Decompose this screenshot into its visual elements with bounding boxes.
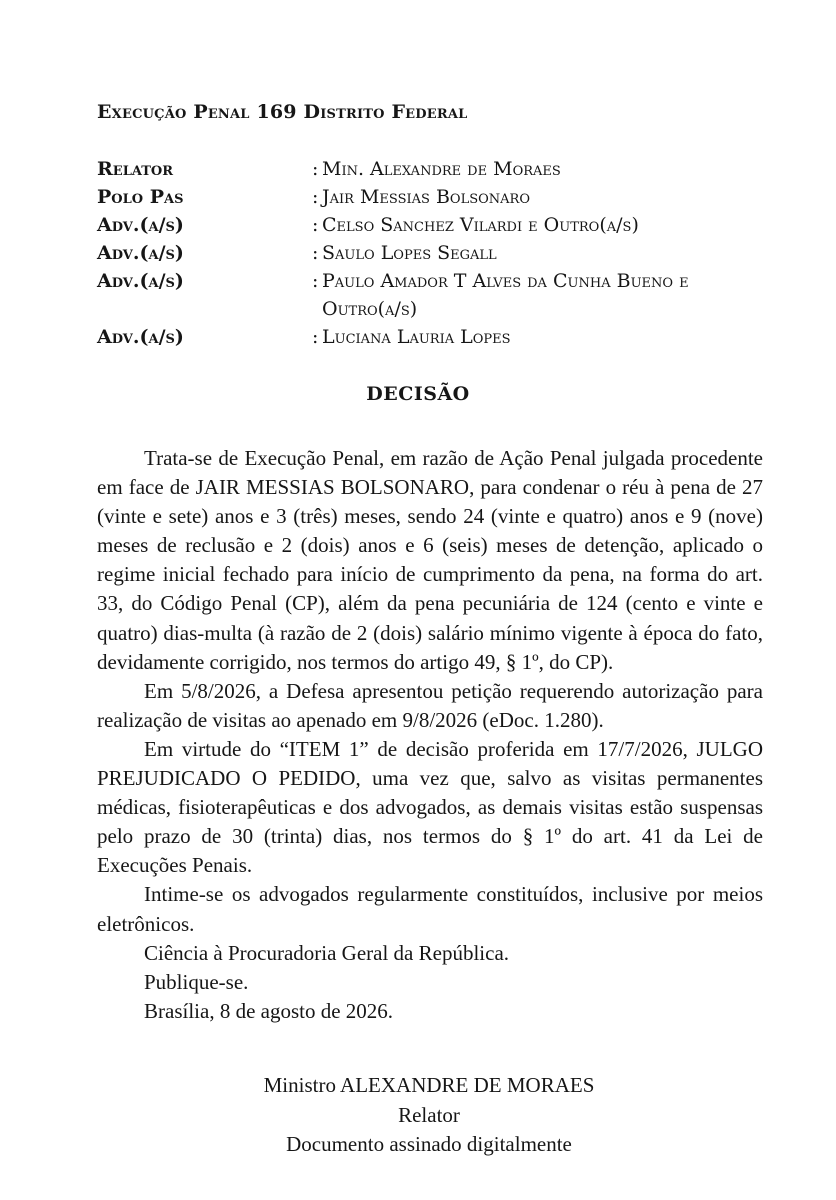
party-name: Jair Messias Bolsonaro [322, 186, 530, 208]
case-title: Execução Penal 169 Distrito Federal [97, 101, 468, 123]
paragraph-summary: Trata-se de Execução Penal, em razão de Ação Penal julgada procedente em face de JAIR MESSIAS BOLSONARO, para condenar o réu à pena de 27 (vinte e sete) anos e 3 (três) meses, sendo 24 (vinte e quatro) anos e 9 (nove) meses de reclusão e 2 (dois) anos e 6 (seis) meses de detenção, aplicado o regime inicial fechado para início de cumprimento da pena, na forma do art. 33, do Código Penal (CP), além da pena pecuniária de 124 (cento e vinte e quatro) dias-multa (à razão de 2 (dois) salário mínimo vigente à época do fato, devidamente corrigido, nos termos do artigo 49, § 1º, do CP). [97, 446, 763, 674]
party-name: Luciana Lauria Lopes [322, 326, 511, 348]
party-role: Relator [97, 158, 174, 180]
party-role: Adv.(a/s) [97, 270, 184, 292]
party-role: Adv.(a/s) [97, 242, 184, 264]
party-row-relator [97, 155, 777, 183]
party-row-advogado [97, 239, 777, 267]
party-name: Paulo Amador T Alves da Cunha Bueno e Outro(a/s) [322, 270, 689, 320]
party-role: Polo Pas [97, 186, 184, 208]
party-separator: : [312, 242, 319, 264]
signature-name: Ministro ALEXANDRE DE MORAES [263, 1073, 595, 1097]
signature-block [0, 1071, 836, 1160]
paragraph-publish: Publique-se. [144, 969, 249, 994]
signature-role: Relator [398, 1102, 460, 1127]
party-row-advogado [97, 323, 777, 351]
party-row-advogado [97, 211, 777, 239]
party-separator: : [312, 214, 319, 236]
party-row-advogado [97, 267, 777, 323]
party-row-polo-passivo [97, 183, 777, 211]
party-role: Adv.(a/s) [97, 326, 184, 348]
paragraph-ruling: Em virtude do “ITEM 1” de decisão proferida em 17/7/2026, JULGO PREJUDICADO O PEDIDO, uma vez que, salvo as visitas permanentes médicas, fisioterapêuticas e dos advogados, as demais visitas estão suspensas pelo prazo de 30 (trinta) dias, nos termos do § 1º do art. 41 da Lei de Execuções Penais. [97, 736, 763, 878]
paragraph-place-date: Brasília, 8 de agosto de 2026. [144, 998, 394, 1023]
party-separator: : [312, 270, 319, 292]
paragraph-notify: Intime-se os advogados regularmente constituídos, inclusive por meios eletrônicos. [97, 882, 763, 936]
party-name: Min. Alexandre de Moraes [322, 158, 561, 180]
party-separator: : [312, 326, 319, 348]
party-role: Adv.(a/s) [97, 214, 184, 236]
decision-heading: DECISÃO [366, 383, 470, 405]
paragraph-pgr-notice: Ciência à Procuradoria Geral da República. [144, 940, 510, 965]
party-separator: : [312, 158, 319, 180]
parties-list [97, 155, 777, 351]
paragraph-defense-petition: Em 5/8/2026, a Defesa apresentou petição requerendo autorização para realização de visitas ao apenado em 9/8/2026 (eDoc. 1.280). [97, 678, 763, 732]
party-name: Celso Sanchez Vilardi e Outro(a/s) [322, 214, 639, 236]
party-separator: : [312, 186, 319, 208]
signature-note: Documento assinado digitalmente [286, 1132, 572, 1157]
decision-body [97, 444, 763, 1026]
party-name: Saulo Lopes Segall [322, 242, 497, 264]
